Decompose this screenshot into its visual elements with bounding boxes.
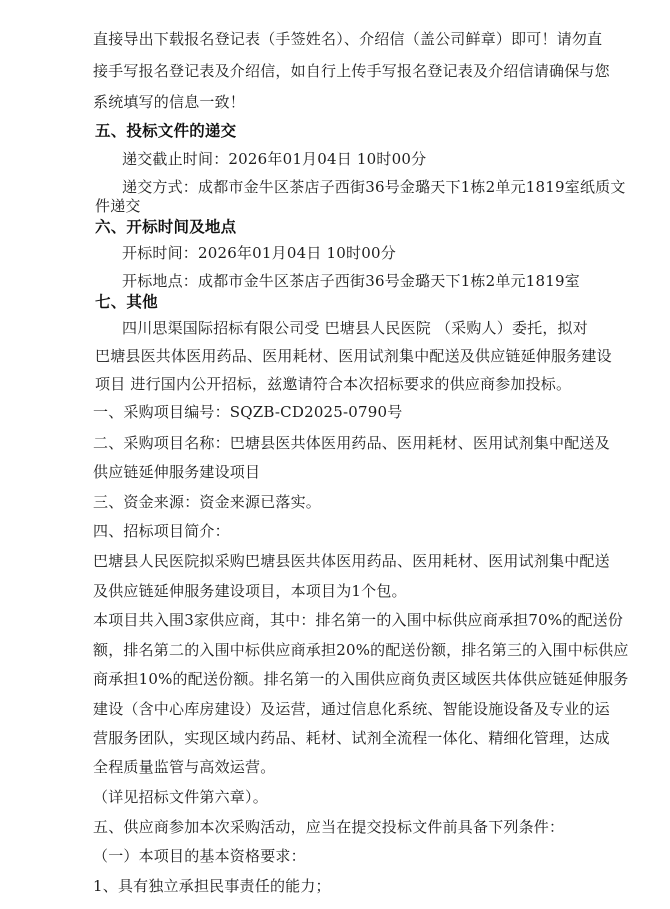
project-number: 一、采购项目编号：SQZB-CD2025-0790号 xyxy=(93,403,403,421)
see-chapter-note: （详见招标文件第六章）。 xyxy=(93,788,268,806)
basic-qualification-heading: （一）本项目的基本资格要求： xyxy=(93,847,306,865)
intro-line-1: 直接导出下载报名登记表（手签姓名）、介绍信（盖公司鲜章）即可！请勿直 xyxy=(93,30,603,48)
qualification-item-1: 1、具有独立承担民事责任的能力； xyxy=(93,877,331,895)
submission-method-line-1: 递交方式：成都市金牛区茶店子西街36号金璐天下1栋2单元1819室纸质文 xyxy=(122,178,626,196)
submission-method-line-2: 件递交 xyxy=(95,197,141,215)
scope-line-3: 商承担10%的配送份额。排名第一的入围供应商负责区域医共体供应链延伸服务 xyxy=(93,670,629,688)
scope-line-5: 营服务团队，实现区域内药品、耗材、试剂全流程一体化、精细化管理，达成 xyxy=(93,729,610,747)
invitation-line-1: 四川思渠国际招标有限公司受 巴塘县人民医院 （采购人）委托，拟对 xyxy=(122,319,588,337)
section-6-heading: 六、开标时间及地点 xyxy=(95,218,237,236)
section-5-heading: 五、投标文件的递交 xyxy=(95,122,237,140)
scope-line-2: 额，排名第二的入围中标供应商承担20%的配送份额，排名第三的入围中标供应 xyxy=(93,641,629,659)
scope-line-4: 建设（含中心库房建设）及运营，通过信息化系统、智能设施设备及专业的运 xyxy=(93,700,610,718)
invitation-line-2: 巴塘县医共体医用药品、医用耗材、医用试剂集中配送及供应链延伸服务建设 xyxy=(95,347,612,365)
project-name-line-2: 供应链延伸服务建设项目 xyxy=(93,463,261,481)
scope-line-1: 本项目共入围3家供应商，其中：排名第一的入围中标供应商承担70%的配送份 xyxy=(93,611,624,629)
scope-line-6: 全程质量监管与高效运营。 xyxy=(93,758,276,776)
section-7-heading: 七、其他 xyxy=(95,293,158,311)
intro-line-2: 接手写报名登记表及介绍信，如自行上传手写报名登记表及介绍信请确保与您 xyxy=(93,62,610,80)
summary-line-1: 巴塘县人民医院拟采购巴塘县医共体医用药品、医用耗材、医用试剂集中配送 xyxy=(93,552,610,570)
project-name-line-1: 二、采购项目名称：巴塘县医共体医用药品、医用耗材、医用试剂集中配送及 xyxy=(93,434,610,452)
summary-line-2: 及供应链延伸服务建设项目，本项目为1个包。 xyxy=(93,582,407,600)
opening-place: 开标地点：成都市金牛区茶店子西街36号金璐天下1栋2单元1819室 xyxy=(122,272,580,290)
intro-line-3: 系统填写的信息一致！ xyxy=(93,93,246,111)
supplier-conditions: 五、供应商参加本次采购活动，应当在提交投标文件前具备下列条件： xyxy=(93,818,565,836)
opening-time: 开标时间：2026年01月04日 10时00分 xyxy=(122,244,396,262)
project-summary-heading: 四、招标项目简介： xyxy=(93,522,230,540)
funding-source: 三、资金来源：资金来源已落实。 xyxy=(93,493,322,511)
invitation-line-3: 项目 进行国内公开招标，兹邀请符合本次招标要求的供应商参加投标。 xyxy=(95,375,572,393)
submission-deadline: 递交截止时间：2026年01月04日 10时00分 xyxy=(122,150,427,168)
